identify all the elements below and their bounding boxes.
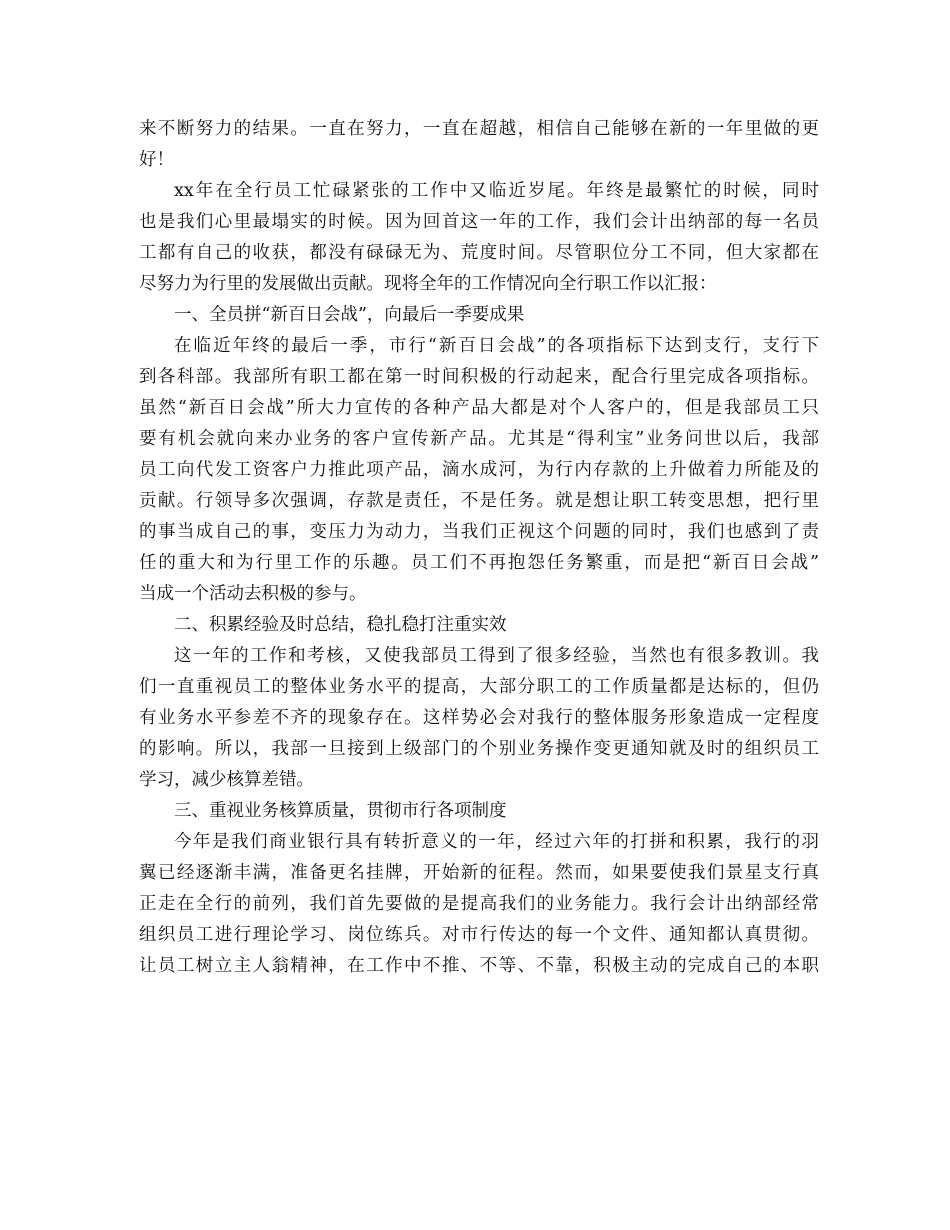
paragraph-line: 来不断努力的结果。一直在努力，一直在超越，相信自己能够在新的一年里做的更	[139, 119, 819, 139]
paragraph-line: xx年在全行员工忙碌紧张的工作中又临近岁尾。年终是最繁忙的时候，同时	[174, 181, 819, 201]
paragraph-line: 员工向代发工资客户力推此项产品，滴水成河，为行内存款的上升做着力所能及的	[139, 460, 819, 480]
paragraph-line: 翼已经逐渐丰满，准备更名挂牌，开始新的征程。然而，如果要使我们景星支行真	[139, 863, 819, 883]
paragraph-line: 任的重大和为行里工作的乐趣。员工们不再抱怨任务繁重，而是把“新百日会战”	[139, 553, 819, 573]
paragraph-line: 的影响。所以，我部一旦接到上级部门的个别业务操作变更通知就及时的组织员工	[139, 739, 819, 759]
paragraph-line: 到各科部。我部所有职工都在第一时间积极的行动起来，配合行里完成各项指标。	[139, 367, 819, 387]
section-heading: 三、重视业务核算质量，贯彻市行各项制度	[174, 801, 507, 821]
paragraph-line: 要有机会就向来办业务的客户宣传新产品。尤其是“得利宝”业务问世以后，我部	[139, 429, 819, 449]
paragraph-line: 这一年的工作和考核，又使我部员工得到了很多经验，当然也有很多教训。我	[174, 646, 819, 666]
paragraph-line: 正走在全行的前列，我们首先要做的是提高我们的业务能力。我行会计出纳部经常	[139, 894, 819, 914]
paragraph-line: 贡献。行领导多次强调，存款是责任，不是任务。就是想让职工转变思想，把行里	[139, 491, 819, 511]
paragraph-line: 好！	[139, 150, 174, 170]
paragraph-line: 也是我们心里最塌实的时候。因为回首这一年的工作，我们会计出纳部的每一名员	[139, 212, 819, 232]
paragraph-line: 今年是我们商业银行具有转折意义的一年，经过六年的打拼和积累，我行的羽	[174, 832, 819, 852]
paragraph-line: 当成一个活动去积极的参与。	[139, 584, 367, 604]
paragraph-line: 在临近年终的最后一季，市行“新百日会战”的各项指标下达到支行，支行下	[174, 336, 819, 356]
paragraph-line: 有业务水平参差不齐的现象存在。这样势必会对我行的整体服务形象造成一定程度	[139, 708, 819, 728]
section-heading: 二、积累经验及时总结，稳扎稳打注重实效	[174, 615, 507, 635]
paragraph-line: 尽努力为行里的发展做出贡献。现将全年的工作情况向全行职工作以汇报：	[139, 274, 717, 294]
paragraph-line: 组织员工进行理论学习、岗位练兵。对市行传达的每一个文件、通知都认真贯彻。	[139, 925, 819, 945]
paragraph-line: 学习，减少核算差错。	[139, 770, 314, 790]
paragraph-line: 们一直重视员工的整体业务水平的提高，大部分职工的工作质量都是达标的，但仍	[139, 677, 819, 697]
paragraph-line: 工都有自己的收获，都没有碌碌无为、荒度时间。尽管职位分工不同，但大家都在	[139, 243, 819, 263]
document-body	[139, 114, 819, 982]
paragraph-line: 虽然“新百日会战”所大力宣传的各种产品大都是对个人客户的，但是我部员工只	[139, 398, 819, 418]
section-heading: 一、全员拼“新百日会战”，向最后一季要成果	[174, 305, 525, 325]
paragraph-line: 让员工树立主人翁精神，在工作中不推、不等、不靠，积极主动的完成自己的本职	[139, 956, 819, 976]
paragraph-line: 的事当成自己的事，变压力为动力，当我们正视这个问题的同时，我们也感到了责	[139, 522, 819, 542]
